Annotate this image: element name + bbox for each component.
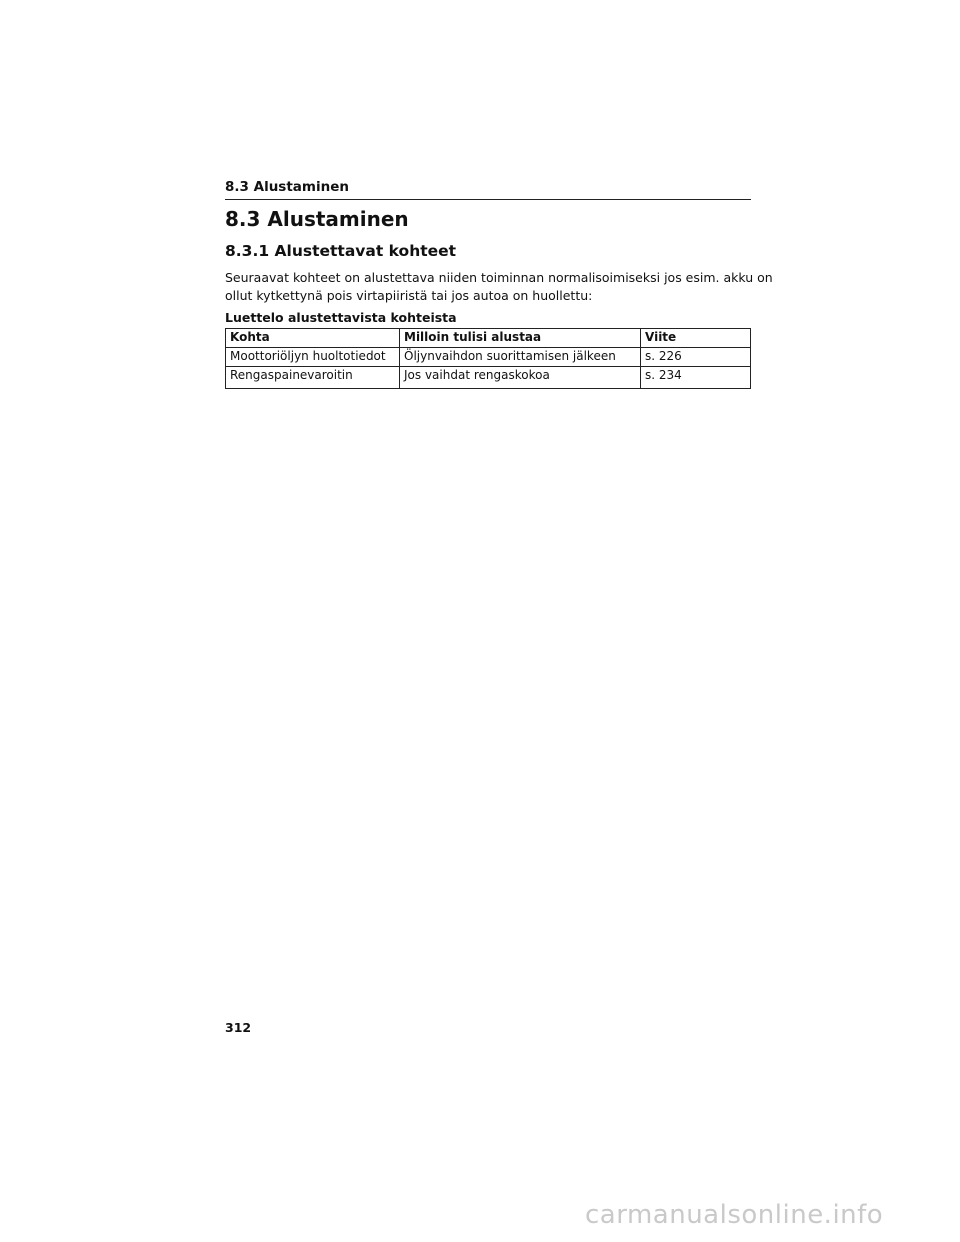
column-header-item: Kohta — [226, 329, 400, 348]
column-header-when: Milloin tulisi alustaa — [400, 329, 641, 348]
intro-line: ollut kytkettynä pois virtapiiristä tai jos autoa on huollettu: — [225, 288, 593, 303]
subsection-title: 8.3.1 Alustettavat kohteet — [225, 242, 457, 260]
column-header-reference: Viite — [641, 329, 751, 348]
cell-reference: s. 234 — [641, 367, 751, 389]
running-header: 8.3 Alustaminen — [225, 178, 751, 200]
cell-item: Rengaspainevaroitin — [226, 367, 400, 389]
section-title: 8.3 Alustaminen — [225, 207, 409, 231]
cell-when: Jos vaihdat rengaskokoa — [400, 367, 641, 389]
cell-reference: s. 226 — [641, 348, 751, 367]
table-row — [226, 367, 751, 389]
reset-items-table — [225, 328, 751, 389]
table-row — [226, 348, 751, 367]
watermark-text: carmanualsonline.info — [585, 1200, 884, 1230]
page-number: 312 — [225, 1020, 252, 1035]
cell-item: Moottoriöljyn huoltotiedot — [226, 348, 400, 367]
intro-line: Seuraavat kohteet on alustettava niiden toiminnan normalisoimiseksi jos esim. akku on — [225, 270, 773, 285]
table-header-row — [226, 329, 751, 348]
intro-paragraph — [225, 269, 773, 305]
cell-when: Öljynvaihdon suorittamisen jälkeen — [400, 348, 641, 367]
table-caption: Luettelo alustettavista kohteista — [225, 310, 457, 325]
